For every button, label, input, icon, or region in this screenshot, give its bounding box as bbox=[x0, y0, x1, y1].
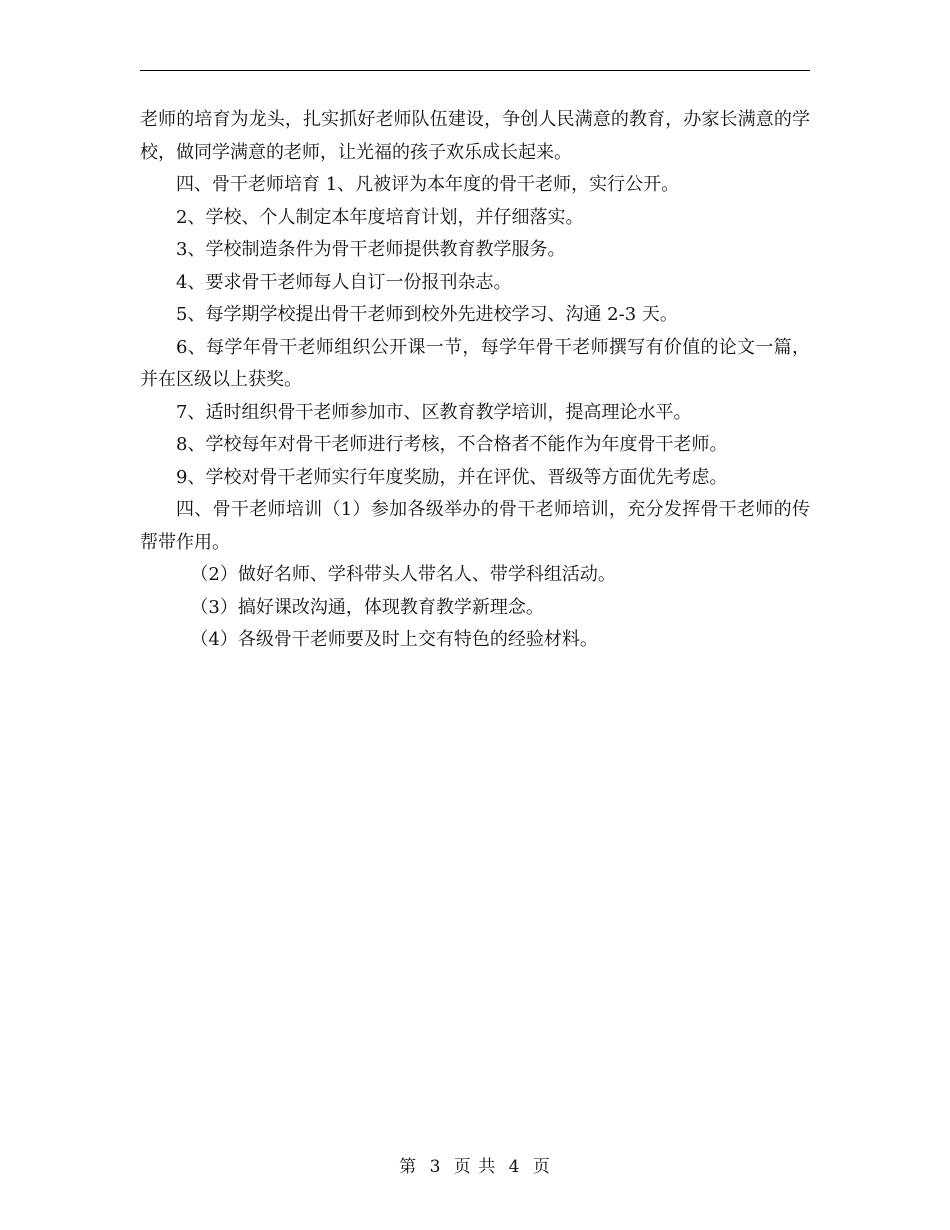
paragraph-10: 9、学校对骨干老师实行年度奖励，并在评优、晋级等方面优先考虑。 bbox=[176, 466, 728, 488]
page-footer bbox=[0, 1152, 950, 1177]
paragraph-9: 8、学校每年对骨干老师进行考核，不合格者不能作为年度骨干老师。 bbox=[176, 434, 728, 455]
paragraph-2: 四、骨干老师培育 1、凡被评为本年度的骨干老师，实行公开。 bbox=[176, 174, 680, 195]
footer-middle: 页 共 bbox=[453, 1157, 497, 1177]
paragraph-8: 7、适时组织骨干老师参加市、区教育教学培训，提高理论水平。 bbox=[176, 401, 692, 423]
paragraph-12: （2）做好名师、学科带头人带名人、带学科组活动。 bbox=[190, 564, 616, 585]
header-rule bbox=[140, 70, 810, 71]
footer-page-number: 3 bbox=[429, 1157, 442, 1177]
document-body bbox=[140, 104, 810, 657]
paragraph-13: （3）搞好课改沟通，体现教育教学新理念。 bbox=[190, 596, 544, 618]
footer-suffix: 页 bbox=[532, 1157, 551, 1177]
paragraph-1: 老师的培育为龙头，扎实抓好老师队伍建设，争创人民满意的教育，办家长满意的学校，做同学满意的老师，让光福的孩子欢乐成长起来。 bbox=[140, 109, 810, 163]
paragraph-7: 6、每学年骨干老师组织公开课一节，每学年骨干老师撰写有价值的论文一篇，并在区级以上获奖。 bbox=[140, 336, 810, 390]
footer-page-total: 4 bbox=[508, 1157, 521, 1177]
paragraph-11: 四、骨干老师培训（1）参加各级举办的骨干老师培训，充分发挥骨干老师的传帮带作用。 bbox=[140, 499, 810, 553]
paragraph-14: （4）各级骨干老师要及时上交有特色的经验材料。 bbox=[190, 629, 598, 650]
paragraph-6: 5、每学期学校提出骨干老师到校外先进校学习、沟通 2-3 天。 bbox=[176, 304, 678, 325]
paragraph-5: 4、要求骨干老师每人自订一份报刊杂志。 bbox=[176, 271, 512, 293]
footer-prefix: 第 bbox=[399, 1157, 418, 1177]
paragraph-4: 3、学校制造条件为骨干老师提供教育教学服务。 bbox=[176, 239, 566, 260]
paragraph-3: 2、学校、个人制定本年度培育计划，并仔细落实。 bbox=[176, 206, 584, 228]
